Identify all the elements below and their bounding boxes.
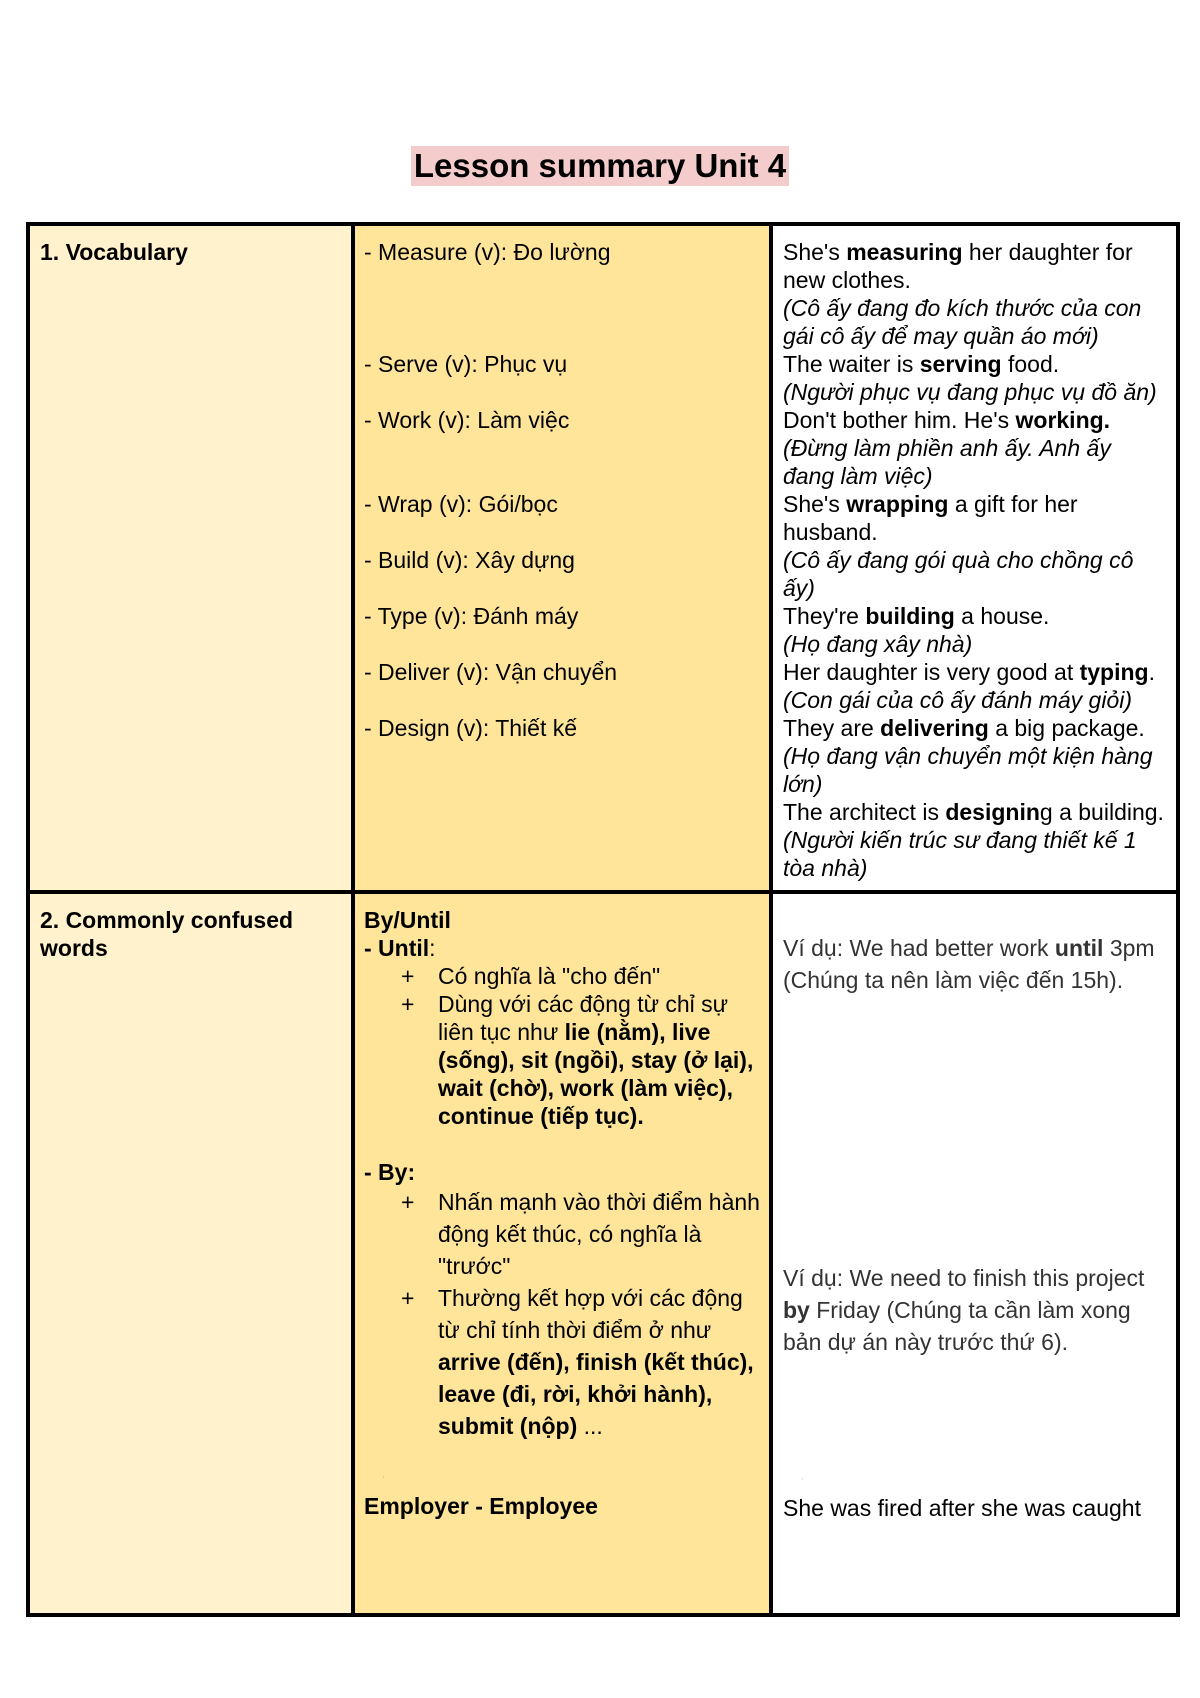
point-text: Dùng với các động từ chỉ sự liên tục như (438, 991, 729, 1045)
by-point (401, 1282, 761, 1442)
vocab-word: - Measure (v): Đo lường (364, 239, 611, 265)
employer-heading: Employer - Employee (364, 1493, 598, 1519)
vocabulary-words (353, 224, 771, 892)
vocab-word: - Design (v): Thiết kế (364, 715, 578, 741)
point-tail: ... (577, 1413, 603, 1439)
vocab-translation: (Con gái của cô ấy đánh máy giỏi) (783, 687, 1133, 713)
vocab-example (783, 238, 1168, 294)
confused-words-notes (353, 892, 771, 1615)
summary-table (26, 222, 1180, 1617)
example-text: She's (783, 239, 847, 265)
example-text: 3pm (Chúng ta nên làm việc đến 15h). (783, 935, 1155, 993)
vocab-example (783, 714, 1168, 742)
by-example (783, 1262, 1168, 1358)
example-keyword: wrapping (846, 491, 949, 517)
spacer (364, 1478, 761, 1492)
example-keyword: designin (945, 799, 1040, 825)
spacer (783, 996, 1168, 1262)
mark-tick: ˌ (382, 1469, 385, 1478)
vocab-word: - Wrap (v): Gói/bọc (364, 491, 558, 517)
example-text: . (1148, 659, 1155, 685)
example-keyword: typing (1079, 659, 1149, 685)
until-label (364, 934, 761, 962)
vocab-word: - Type (v): Đánh máy (364, 603, 579, 629)
example-text: g a building. (1039, 799, 1164, 825)
example-text: Ví dụ: We need to finish this project (783, 1265, 1145, 1291)
title-wrap (0, 146, 1200, 186)
example-text: food. (1001, 351, 1060, 377)
spacer (783, 1358, 1168, 1472)
vocabulary-label: 1. Vocabulary (28, 224, 353, 892)
example-text: a house. (954, 603, 1050, 629)
spacer (783, 906, 1168, 932)
point-verbs: arrive (đến), finish (kết thúc), leave (đi, rời, khởi hành), submit (nộp) (438, 1349, 754, 1439)
until-point (401, 990, 761, 1130)
spacer (364, 1130, 761, 1158)
vocab-translation: (Họ đang vận chuyển một kiện hàng lớn) (783, 743, 1153, 797)
point-text: Thường kết hợp với các động từ chỉ tính thời điểm ở như (438, 1285, 743, 1343)
vocabulary-examples (771, 224, 1178, 892)
confused-words-label: 2. Commonly confused words (28, 892, 353, 1615)
example-text: Don't bother him. He's (783, 407, 1016, 433)
by-point: + Nhấn mạnh vào thời điểm hành động kết thúc, có nghĩa là "trước" (401, 1186, 761, 1282)
example-text: She's (783, 491, 847, 517)
vocab-word: - Serve (v): Phục vụ (364, 351, 568, 377)
example-text: Friday (Chúng ta cần làm xong bản dự án này trước thứ 6). (783, 1297, 1131, 1355)
until-point: + Có nghĩa là "cho đến" (401, 962, 761, 990)
until-points (364, 962, 761, 1130)
by-until-heading: By/Until (364, 907, 451, 933)
example-text: The waiter is (783, 351, 920, 377)
vocab-translation: (Người kiến trúc sư đang thiết kế 1 tòa nhà) (783, 827, 1137, 881)
until-colon: : (429, 935, 436, 961)
example-text: a gift for her husband. (783, 491, 1078, 545)
vocab-translation: (Người phục vụ đang phục vụ đồ ăn) (783, 379, 1157, 405)
example-keyword: until (1054, 935, 1104, 961)
point-verbs: lie (nằm), live (sống), sit (ngồi), stay (ở lại), wait (chờ), work (làm việc), continue (tiếp tục). (438, 1019, 754, 1129)
vocabulary-row (28, 224, 1178, 892)
example-text: Her daughter is very good at (783, 659, 1080, 685)
spacer (783, 1480, 1168, 1494)
vocab-translation: (Họ đang xây nhà) (783, 631, 973, 657)
until-example (783, 932, 1168, 996)
mark-tick: ˌ (801, 1471, 804, 1480)
example-keyword: by (783, 1297, 810, 1323)
vocab-example (783, 406, 1168, 434)
spacer (364, 1442, 761, 1470)
example-keyword: building (865, 603, 955, 629)
confused-words-row (28, 892, 1178, 1615)
example-keyword: delivering (880, 715, 989, 741)
vocab-translation: (Cô ấy đang đo kích thước của con gái cô ấy để may quần áo mới) (783, 295, 1142, 349)
vocab-example (783, 350, 1168, 378)
vocab-example (783, 602, 1168, 630)
example-text: a big package. (988, 715, 1145, 741)
example-text: Ví dụ: We had better work (783, 935, 1055, 961)
vocab-word: - Work (v): Làm việc (364, 407, 570, 433)
example-keyword: working. (1015, 407, 1111, 433)
by-points (364, 1186, 761, 1442)
example-keyword: serving (919, 351, 1002, 377)
example-text: The architect is (783, 799, 946, 825)
example-keyword: measuring (846, 239, 963, 265)
example-text: They're (783, 603, 866, 629)
confused-words-examples (771, 892, 1178, 1615)
vocab-translation: (Đừng làm phiền anh ấy. Anh ấy đang làm việc) (783, 435, 1111, 489)
by-label: - By: (364, 1159, 416, 1185)
employer-example: She was fired after she was caught (783, 1495, 1141, 1521)
vocab-word: - Build (v): Xây dựng (364, 547, 575, 573)
example-text: They are (783, 715, 881, 741)
vocab-example (783, 798, 1168, 826)
vocab-translation: (Cô ấy đang gói quà cho chồng cô ấy) (783, 547, 1134, 601)
vocab-example (783, 490, 1168, 546)
page-title: Lesson summary Unit 4 (411, 146, 789, 186)
vocab-word: - Deliver (v): Vận chuyển (364, 659, 618, 685)
example-text: her daughter for new clothes. (783, 239, 1133, 293)
vocab-example (783, 658, 1168, 686)
until-keyword: - Until (364, 935, 430, 961)
